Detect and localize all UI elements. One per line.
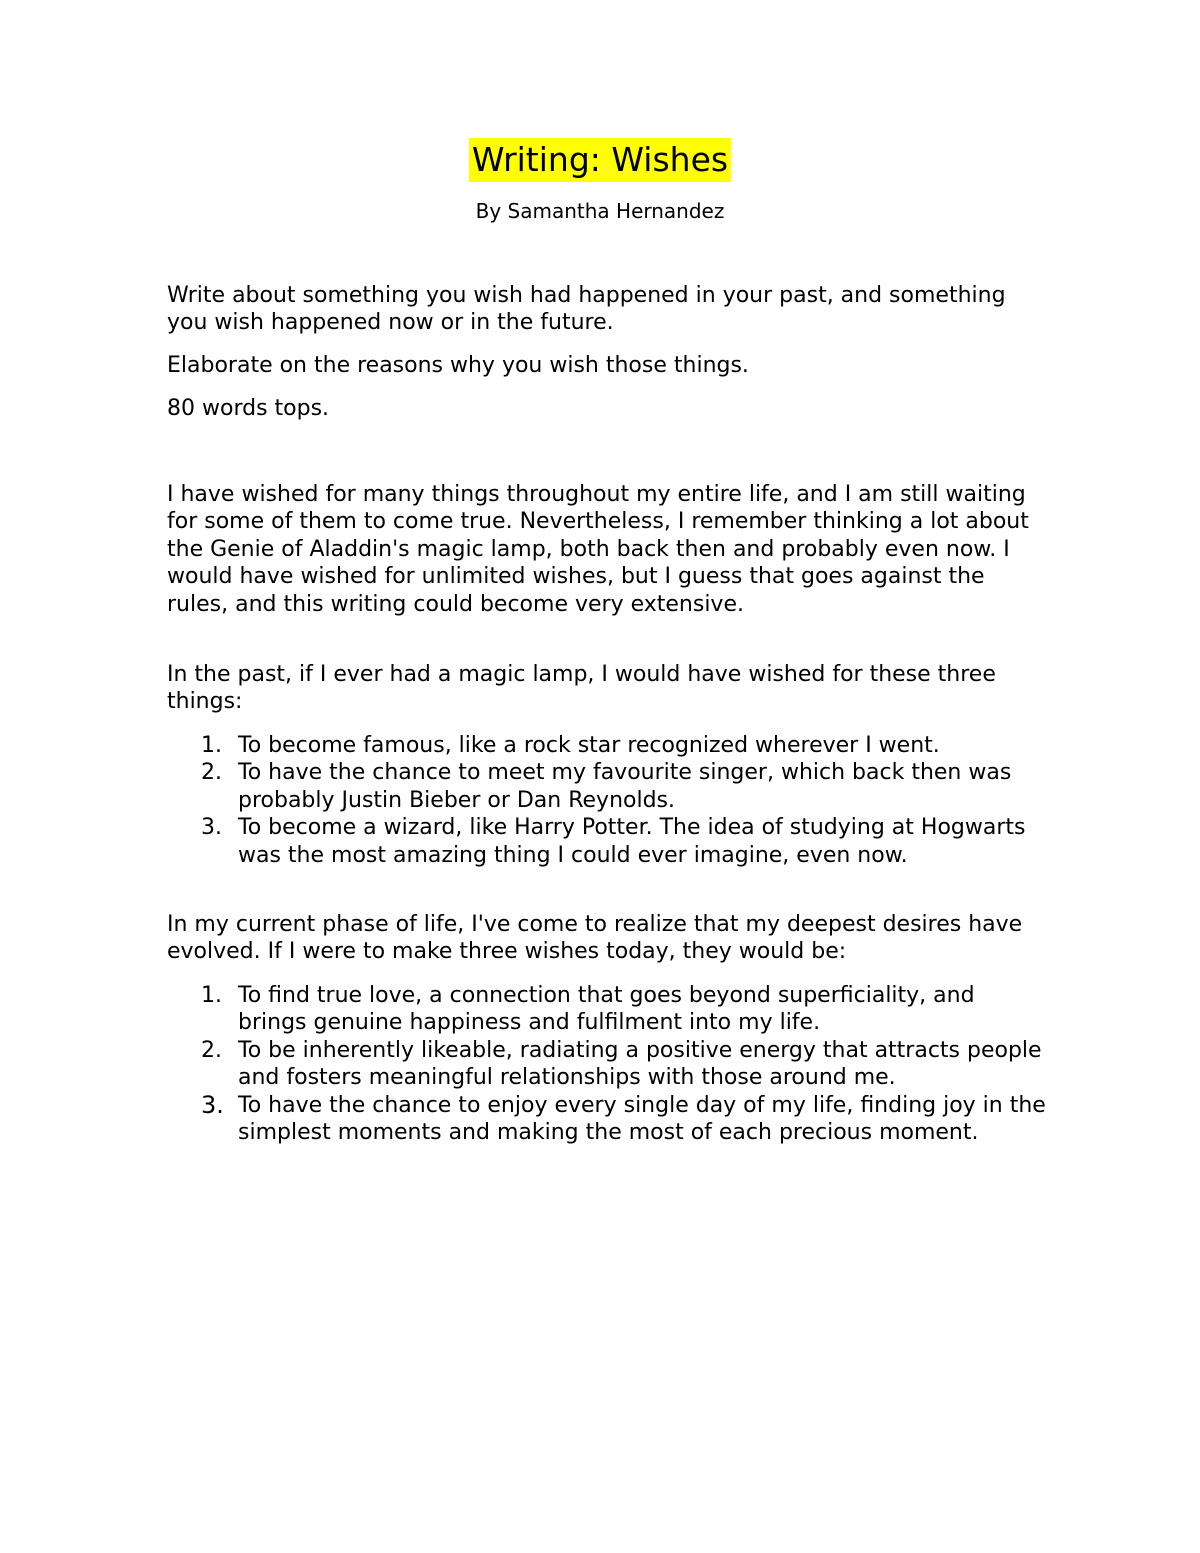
list-item-text: To become famous, like a rock star recognized wherever I went. (238, 733, 940, 758)
document-title: Writing: Wishes (469, 138, 731, 182)
list-item-number: 2. (201, 1037, 222, 1063)
list-item-text: To have the chance to meet my favourite singer, which back then was probably Justin Bieber or Dan Reynolds. (238, 760, 1012, 813)
list-item (167, 732, 1047, 759)
list-item (167, 759, 1047, 814)
list-item (167, 814, 1047, 869)
list-item-number: 3. (201, 1090, 224, 1119)
prompt-paragraph-2: Elaborate on the reasons why you wish those things. (167, 353, 749, 378)
author-byline: By Samantha Hernandez (475, 199, 725, 223)
essay-intro-paragraph: I have wished for many things throughout my entire life, and I am still waiting for some of them to come true. Nevertheless, I remember thinking a lot about the Genie of Aladdin's magic lamp, both back then and probably even now. I would have wished for unlimited wishes, but I guess that goes against the rules, and this writing could become very extensive. (167, 482, 1029, 617)
list-item-number: 3. (201, 815, 222, 841)
list-item-number: 1. (201, 983, 222, 1008)
prompt-paragraph-3: 80 words tops. (167, 396, 330, 421)
past-wishes-list (167, 732, 1047, 869)
list-item-text: To become a wizard, like Harry Potter. The idea of studying at Hogwarts was the most amazing thing I could ever imagine, even now. (238, 815, 1026, 868)
list-item-text: To find true love, a connection that goes beyond superficiality, and brings genuine happiness and fulfilment into my life. (238, 983, 975, 1036)
present-wishes-list (167, 982, 1047, 1146)
list-item (167, 1037, 1047, 1092)
list-item (167, 982, 1047, 1037)
list-item-number: 1. (201, 733, 222, 758)
present-wishes-intro: In my current phase of life, I've come to realize that my deepest desires have evolved. If I were to make three wishes today, they would be: (167, 912, 1023, 965)
list-item (167, 1092, 1047, 1147)
list-item-text: To have the chance to enjoy every single day of my life, finding joy in the simplest moments and making the most of each precious moment. (238, 1092, 1046, 1146)
list-item-text: To be inherently likeable, radiating a positive energy that attracts people and fosters meaningful relationships with those around me. (238, 1037, 1042, 1091)
list-item-number: 2. (201, 760, 222, 786)
title-container (0, 138, 1200, 182)
prompt-paragraph-1: Write about something you wish had happened in your past, and something you wish happened now or in the future. (167, 283, 1006, 336)
past-wishes-intro: In the past, if I ever had a magic lamp, I would have wished for these three things: (167, 662, 996, 715)
